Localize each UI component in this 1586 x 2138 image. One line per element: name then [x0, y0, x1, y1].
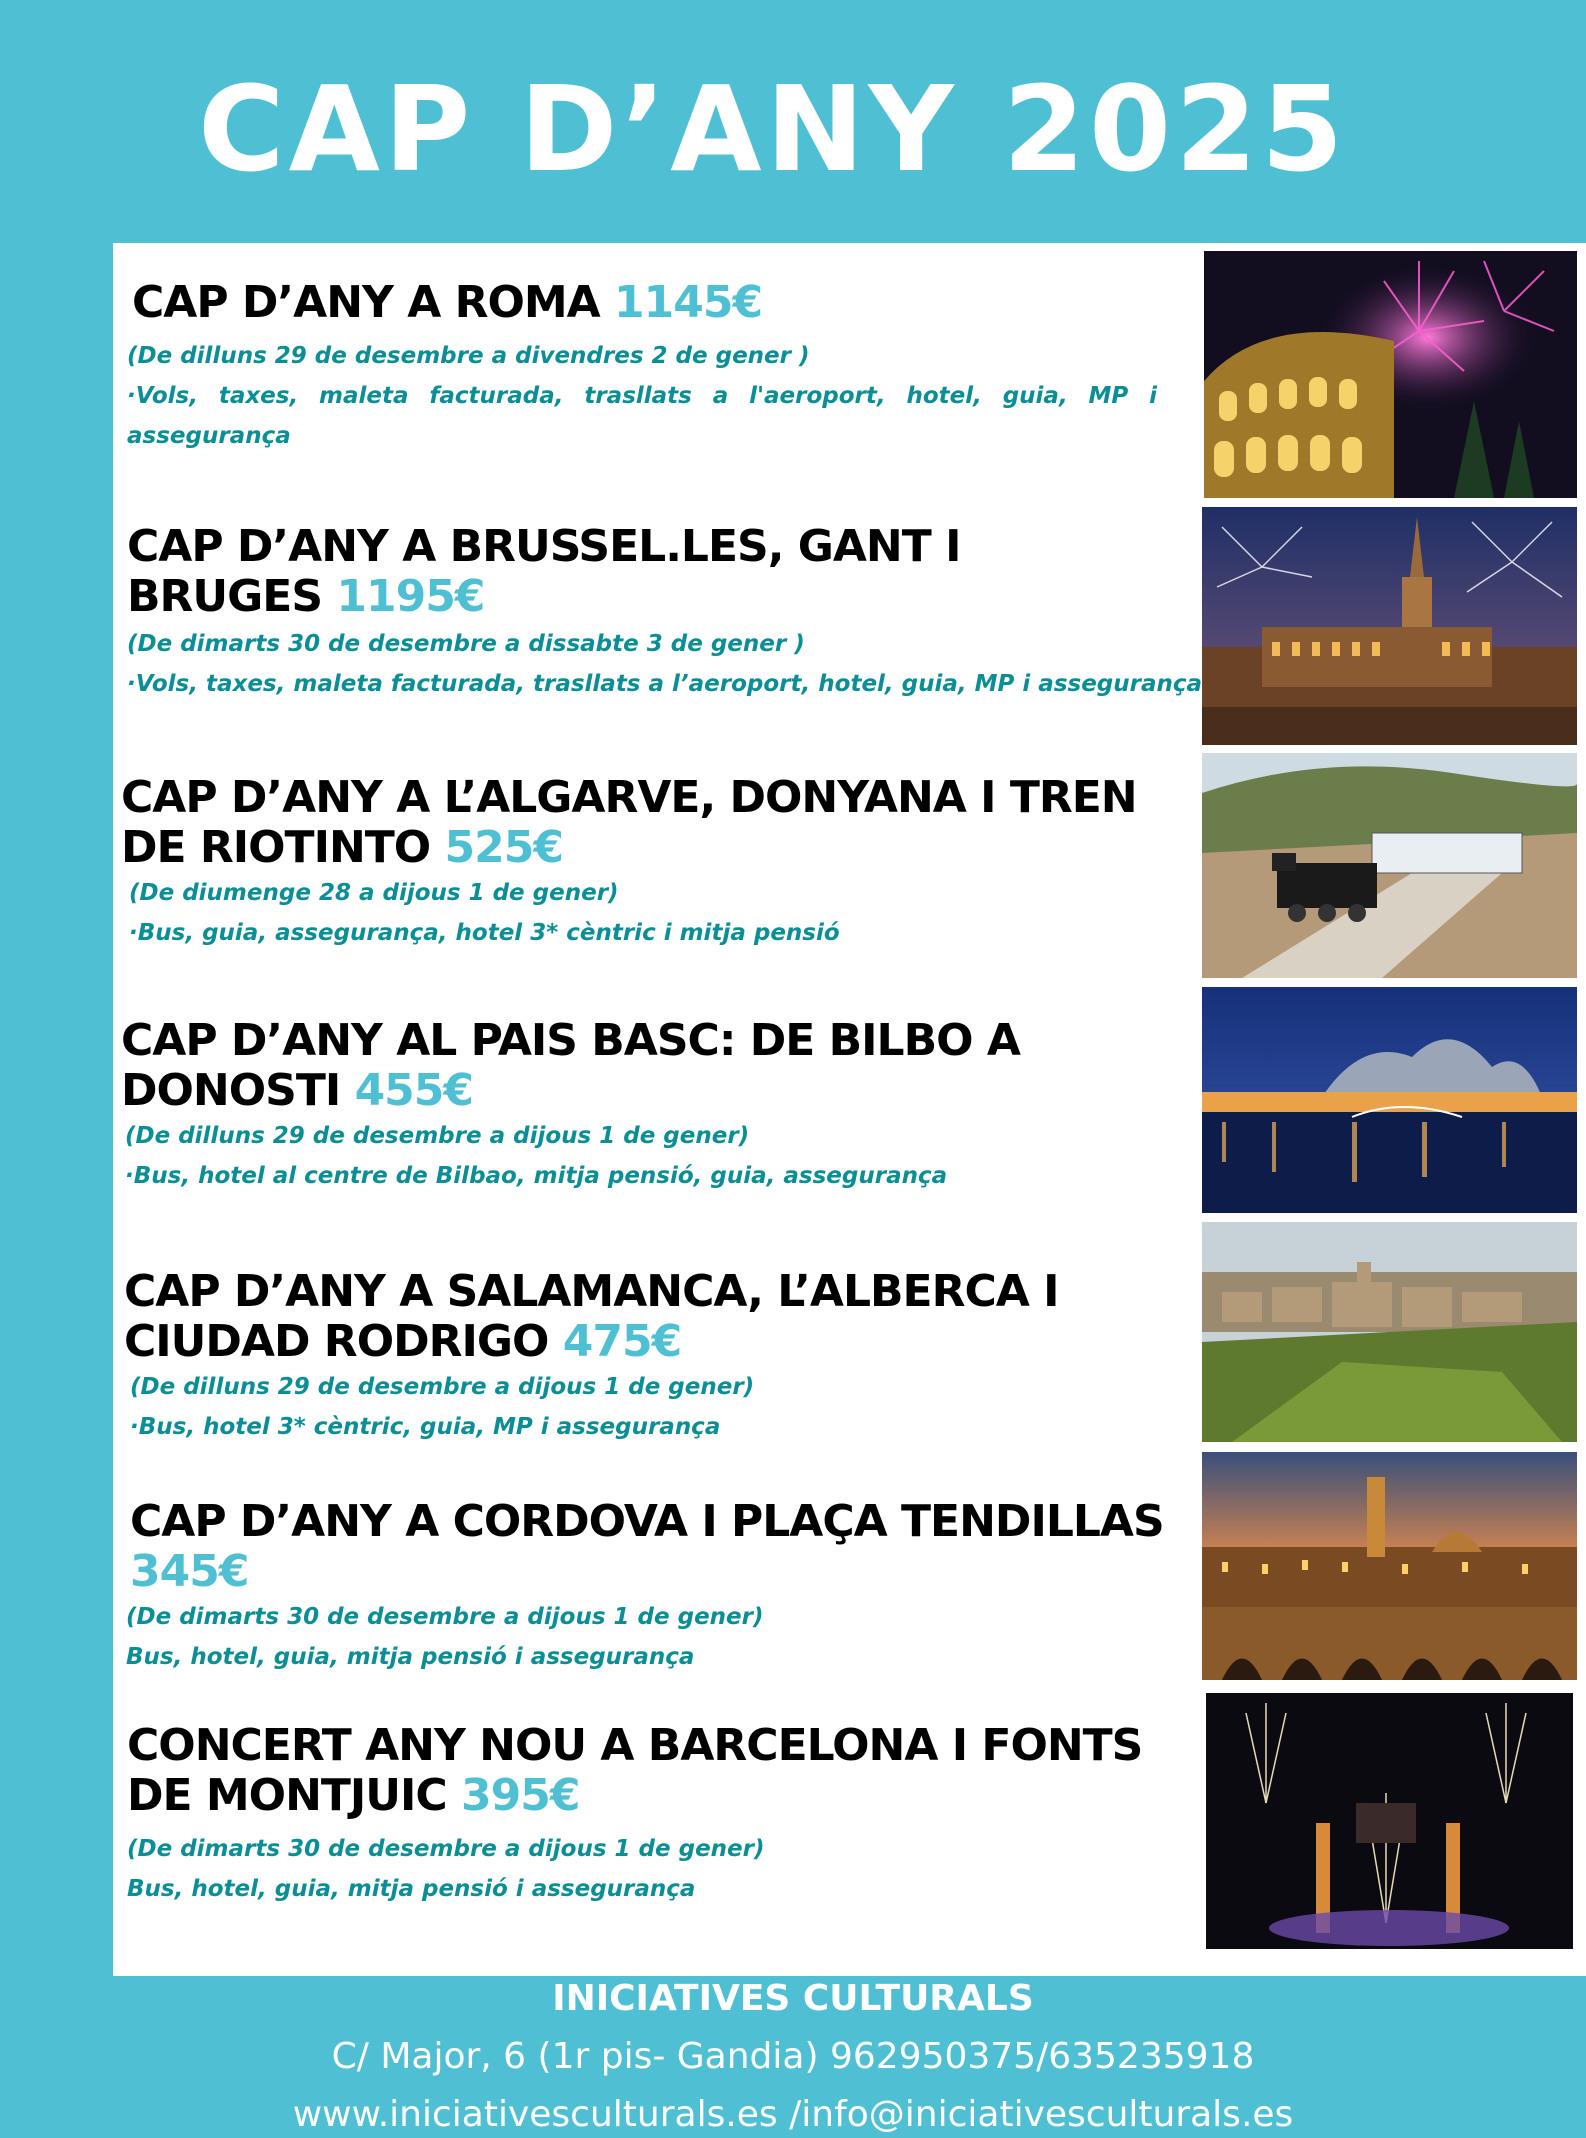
trip-heading — [121, 1016, 1041, 1116]
trip-dates: (De dilluns 29 de desembre a dijous 1 de gener) — [130, 1374, 755, 1400]
trip-price: 395€ — [461, 1770, 580, 1821]
trip-price: 1145€ — [614, 277, 763, 328]
trip-roma — [132, 278, 1162, 328]
trip-name: CAP D’ANY A ROMA — [132, 277, 600, 328]
trip-price: 525€ — [444, 822, 563, 873]
trip-roma-info — [127, 336, 1157, 456]
photo-montjuic-fireworks — [1206, 1693, 1573, 1949]
trip-name: CONCERT ANY NOU A BARCELONA I FONTS DE MONTJUIC — [127, 1720, 1143, 1821]
trip-algarve — [121, 773, 1201, 953]
trip-price: 475€ — [562, 1316, 682, 1367]
trip-price: 345€ — [130, 1546, 249, 1597]
trip-price: 455€ — [354, 1065, 474, 1116]
footer-company: INICIATIVES CULTURALS — [552, 1978, 1034, 2019]
trip-name: CAP D’ANY A BRUSSEL.LES, GANT I BRUGES — [127, 521, 961, 622]
trip-heading — [127, 1721, 1207, 1821]
footer-web[interactable]: www.iniciativesculturals.es /info@iniciativesculturals.es — [292, 2094, 1294, 2135]
photo-bilbao-guggenheim — [1202, 987, 1577, 1213]
trip-details: ·Vols, taxes, maleta facturada, trasllats a l'aeroport, hotel, guia, MP i assegurança — [127, 383, 1157, 449]
trip-details: Bus, hotel, guia, mitja pensió i assegurança — [126, 1644, 695, 1670]
trip-details: ·Bus, hotel 3* cèntric, guia, MP i assegurança — [130, 1414, 721, 1440]
trip-pais-basc — [121, 1016, 1041, 1196]
trip-details: ·Bus, hotel al centre de Bilbao, mitja pensió, guia, assegurança — [125, 1163, 948, 1189]
photo-brussels-grand-place — [1202, 507, 1577, 745]
trip-heading — [124, 1267, 1124, 1367]
trip-name: CAP D’ANY A CORDOVA I PLAÇA TENDILLAS — [130, 1496, 1164, 1547]
trip-name: CAP D’ANY A L’ALGARVE, DONYANA I TREN DE RIOTINTO — [121, 772, 1137, 873]
footer-address: C/ Major, 6 (1r pis- Gandia) 962950375/635235918 — [331, 2036, 1255, 2077]
trip-cordova — [126, 1496, 1170, 1677]
photo-roma-colosseum — [1204, 251, 1577, 498]
trip-dates: (De diumenge 28 a dijous 1 de gener) — [129, 880, 619, 906]
page-title: CAP D’ANY 2025 — [198, 60, 1348, 198]
trip-heading — [132, 278, 1162, 328]
photo-cordova-mosque-bridge — [1202, 1452, 1577, 1680]
trip-price: 1195€ — [336, 571, 485, 622]
trip-heading — [127, 522, 1127, 622]
photo-salamanca — [1202, 1222, 1577, 1442]
trip-dates: (De dimarts 30 de desembre a dissabte 3 de gener ) — [127, 631, 805, 657]
trip-dates: (De dimarts 30 de desembre a dijous 1 de gener) — [127, 1836, 765, 1862]
trip-brussel — [127, 521, 1203, 704]
trip-details: ·Vols, taxes, maleta facturada, trasllats a l’aeroport, hotel, guia, MP i assegurança — [127, 671, 1203, 697]
trip-salamanca — [124, 1267, 1124, 1447]
trip-dates: (De dimarts 30 de desembre a dijous 1 de gener) — [126, 1604, 764, 1630]
trip-name: CAP D’ANY A SALAMANCA, L’ALBERCA I CIUDAD RODRIGO — [124, 1266, 1059, 1367]
trip-dates: (De dilluns 29 de desembre a dijous 1 de gener) — [125, 1123, 750, 1149]
photo-riotinto-train — [1202, 753, 1577, 978]
trip-dates: (De dilluns 29 de desembre a divendres 2 de gener ) — [127, 343, 810, 369]
trip-heading — [130, 1497, 1170, 1597]
trip-name: CAP D’ANY AL PAIS BASC: DE BILBO A DONOSTI — [121, 1015, 1020, 1116]
trip-heading — [121, 773, 1201, 873]
trip-details: Bus, hotel, guia, mitja pensió i assegurança — [127, 1876, 696, 1902]
trip-barcelona — [127, 1721, 1207, 1909]
trip-details: ·Bus, guia, assegurança, hotel 3* cèntric i mitja pensió — [129, 920, 840, 946]
